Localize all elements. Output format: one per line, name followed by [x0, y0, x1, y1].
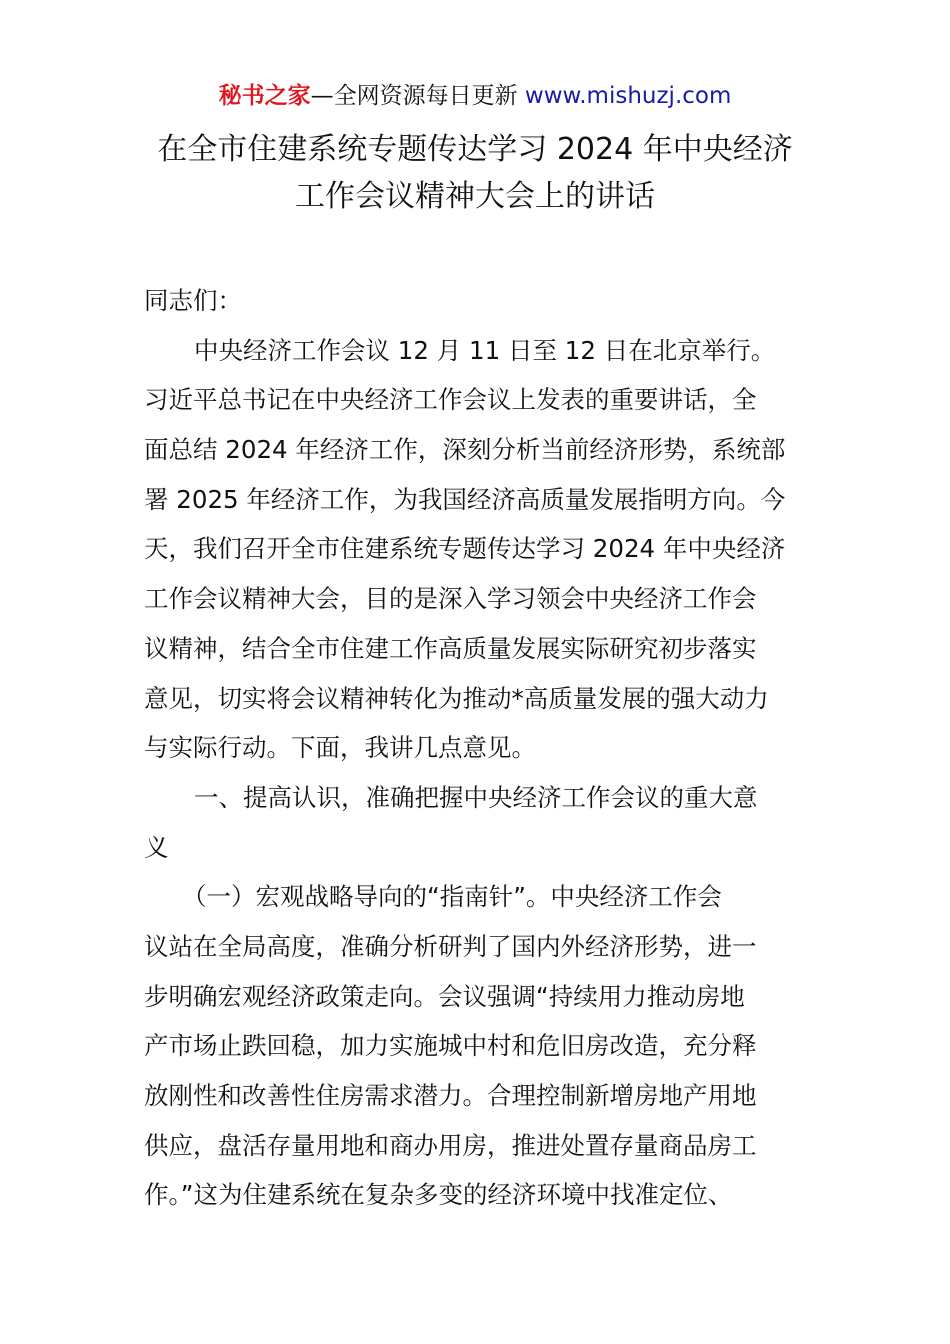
heading-line: 义: [144, 832, 169, 862]
paragraph-1: [144, 326, 808, 773]
paragraph-line: 供应，盘活存量用地和商办用房，推进处置存量商品房工: [144, 1130, 757, 1160]
paragraph-line: （一）宏观战略导向的“指南针”。中央经济工作会: [182, 882, 722, 912]
site-header: [0, 80, 950, 112]
heading-line: 一、提高认识，准确把握中央经济工作会议的重大意: [194, 782, 758, 812]
paragraph-line: 面总结 2024 年经济工作，深刻分析当前经济形势，系统部: [144, 435, 786, 465]
document-title: [120, 126, 830, 220]
section-heading-1: [144, 773, 808, 872]
paragraph-line: 议站在全局高度，准确分析研判了国内外经济形势，进一: [144, 931, 757, 961]
paragraph-line: 放刚性和改善性住房需求潜力。合理控制新增房地产用地: [144, 1081, 757, 1110]
title-line-1: 在全市住建系统专题传达学习 2024 年中央经济: [157, 132, 793, 167]
paragraph-line: 意见，切实将会议精神转化为推动*高质量发展的强大动力: [144, 683, 769, 713]
paragraph-line: 作。”这为住建系统在复杂多变的经济环境中找准定位、: [144, 1180, 733, 1210]
paragraph-line: 议精神，结合全市住建工作高质量发展实际研究初步落实: [144, 633, 757, 663]
paragraph-line: 署 2025 年经济工作，为我国经济高质量发展指明方向。今: [144, 484, 786, 514]
paragraph-line: 与实际行动。下面，我讲几点意见。: [144, 733, 536, 763]
site-brand: 秘书之家: [218, 83, 311, 109]
document-body: [144, 276, 808, 1220]
paragraph-line: 习近平总书记在中央经济工作会议上发表的重要讲话，全: [144, 385, 757, 415]
paragraph-line: 工作会议精神大会，目的是深入学习领会中央经济工作会: [144, 584, 757, 614]
paragraph-line: 步明确宏观经济政策走向。会议强调“持续用力推动房地: [144, 981, 745, 1011]
title-line-2: 工作会议精神大会上的讲话: [295, 179, 655, 214]
paragraph-line: 中央经济工作会议 12 月 11 日至 12 日在北京举行。: [194, 335, 776, 365]
site-tagline: —全网资源每日更新: [310, 83, 518, 109]
paragraph-2: [144, 872, 808, 1220]
site-url-link[interactable]: www.mishuzj.com: [524, 83, 732, 109]
greeting: 同志们：: [144, 286, 242, 315]
paragraph-line: 产市场止跌回稳，加力实施城中村和危旧房改造，充分释: [144, 1031, 757, 1061]
paragraph-line: 天，我们召开全市住建系统专题传达学习 2024 年中央经济: [144, 534, 786, 564]
